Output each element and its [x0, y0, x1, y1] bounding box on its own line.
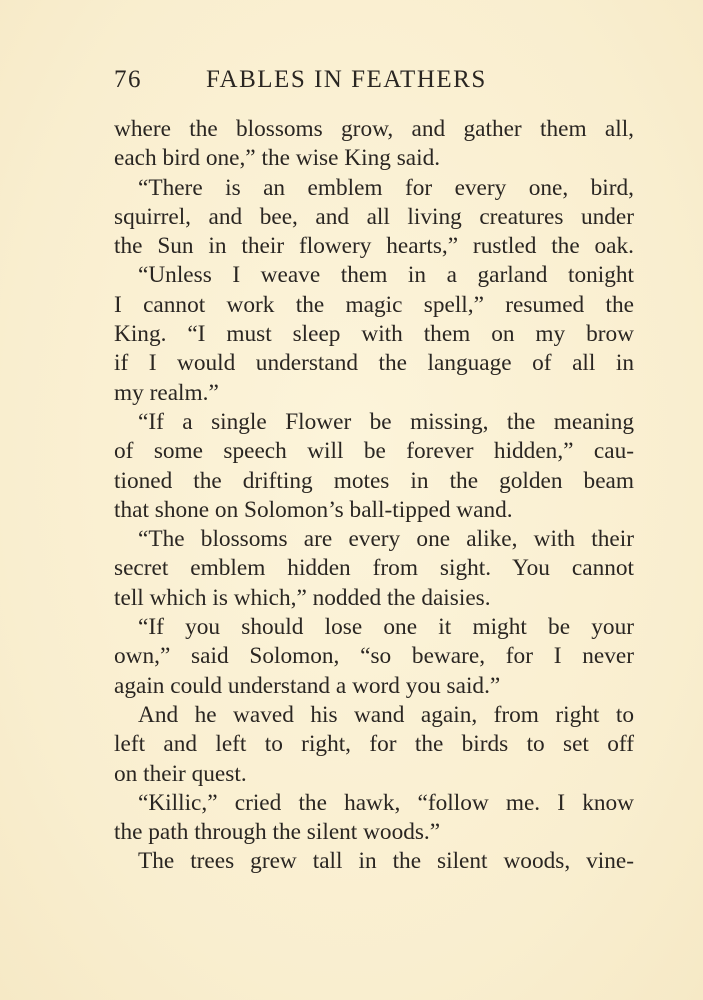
text-line: that shone on Solomon’s ball-tipped wand. — [114, 496, 513, 523]
page-number: 76 — [114, 66, 142, 93]
text-line: again could understand a word you said.” — [114, 672, 501, 699]
text-line: The trees grew tall in the silent woods, vine- — [138, 848, 634, 875]
text-line: tell which is which,” nodded the daisies. — [114, 584, 491, 611]
text-line: where the blossoms grow, and gather them all, — [114, 116, 634, 142]
text-line: tioned the drifting motes in the golden beam — [114, 467, 634, 494]
book-title-header: FABLES IN FEATHERS — [206, 66, 487, 93]
text-line: on their quest. — [114, 760, 247, 787]
text-line: “Killic,” cried the hawk, “follow me. I know — [138, 789, 634, 816]
text-line: And he waved his wand again, from right to — [138, 701, 634, 728]
text-line: the path through the silent woods.” — [114, 819, 441, 846]
text-line: King. “I must sleep with them on my brow — [114, 321, 634, 348]
text-line: own,” said Solomon, “so beware, for I never — [114, 643, 634, 670]
text-line: my realm.” — [114, 379, 219, 406]
text-line: of some speech will be forever hidden,” cau- — [114, 438, 634, 465]
text-line: squirrel, and bee, and all living creatures under — [114, 203, 634, 230]
text-line: each bird one,” the wise King said. — [114, 145, 441, 172]
text-line: the Sun in their flowery hearts,” rustled the oak. — [114, 233, 634, 260]
text-line: I cannot work the magic spell,” resumed the — [114, 291, 634, 318]
text-line: “If you should lose one it might be your — [138, 614, 634, 641]
body-text — [114, 115, 634, 877]
text-line: if I would understand the language of all in — [114, 350, 634, 377]
text-line: secret emblem hidden from sight. You cannot — [114, 555, 634, 582]
text-line: “There is an emblem for every one, bird, — [138, 174, 634, 201]
running-head — [114, 66, 544, 100]
text-line: “The blossoms are every one alike, with their — [138, 526, 634, 553]
text-line: “Unless I weave them in a garland tonight — [138, 262, 634, 289]
text-line: left and left to right, for the birds to set off — [114, 731, 634, 758]
text-line: “If a single Flower be missing, the meaning — [138, 408, 634, 435]
